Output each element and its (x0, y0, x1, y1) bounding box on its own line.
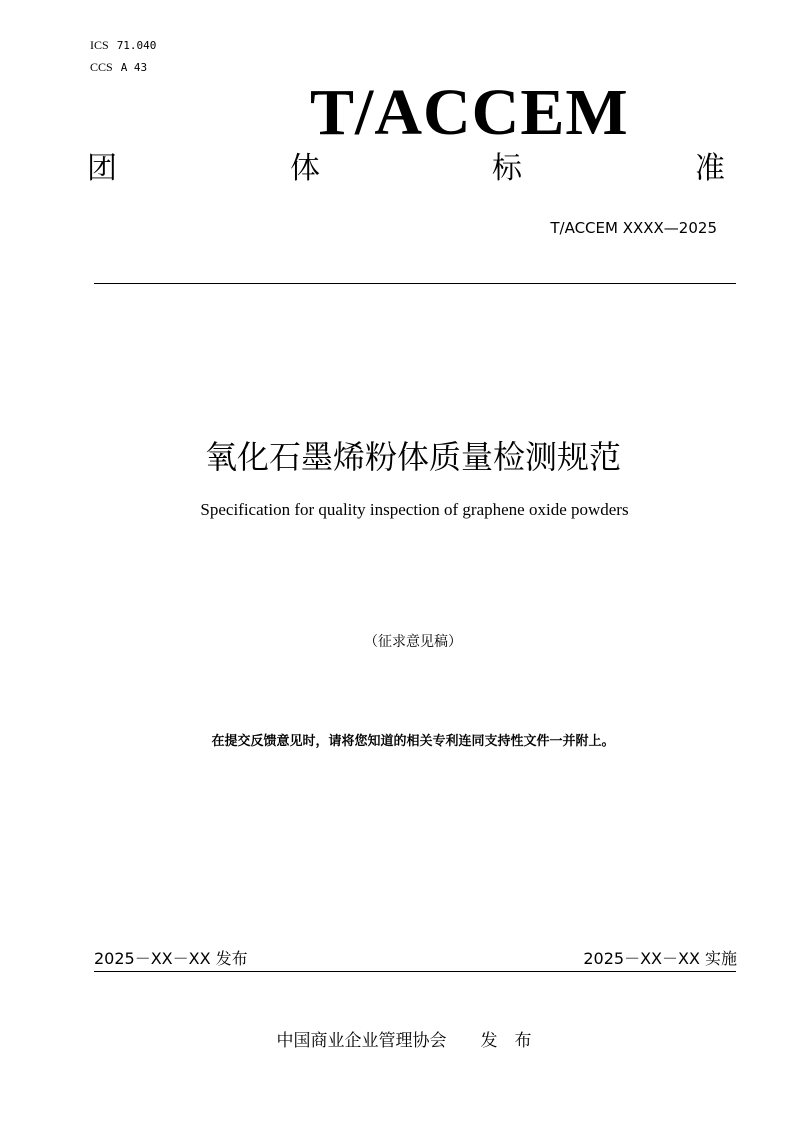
category-char: 标 (492, 151, 522, 186)
draft-label: （征求意见稿） (364, 634, 462, 650)
ccs-value: A 43 (120, 61, 148, 74)
organization-logo: T/ACCEM (310, 76, 629, 149)
document-title-english: Specification for quality inspection of graphene oxide powders (200, 500, 629, 519)
ccs-label: CCS (90, 60, 113, 74)
footer-divider (94, 971, 736, 972)
implement-date: 2025－XX－XX 实施 (583, 949, 737, 968)
category-char: 团 (87, 151, 117, 186)
category-char: 体 (290, 151, 320, 186)
header-divider (94, 283, 736, 284)
document-title: 氧化石墨烯粉体质量检测规范 (204, 438, 621, 476)
standard-code: T/ACCEM XXXX—2025 (550, 219, 717, 237)
release-date: 2025－XX－XX 发布 (94, 949, 248, 968)
ics-code (90, 38, 156, 53)
ics-label: ICS (90, 38, 109, 52)
ccs-code (90, 60, 147, 75)
publisher: 中国商业企业管理协会 发 布 (276, 1031, 532, 1051)
patent-notice: 在提交反馈意见时，请将您知道的相关专利连同支持性文件一并附上。 (211, 734, 615, 749)
category-char: 准 (695, 151, 725, 186)
ics-value: 71.040 (116, 39, 157, 52)
